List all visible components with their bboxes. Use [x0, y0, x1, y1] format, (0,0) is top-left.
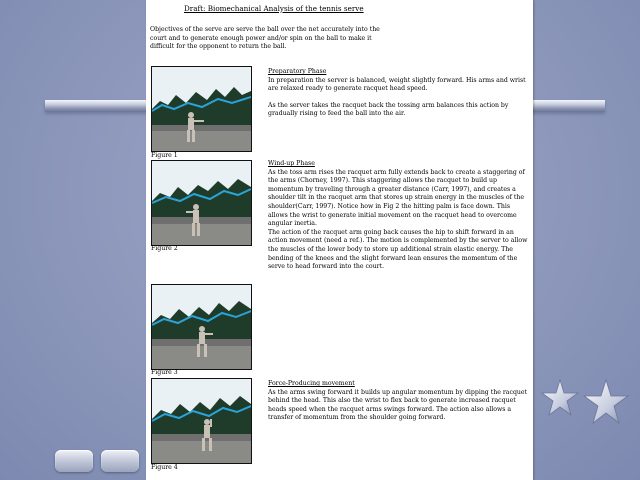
section-preparatory [268, 68, 530, 119]
figure-2-caption: Figure 2 [151, 245, 178, 252]
next-button[interactable] [101, 450, 139, 472]
figure-4-image [151, 378, 252, 464]
back-button[interactable] [55, 450, 93, 472]
document-page [146, 0, 533, 480]
section-windup [268, 160, 530, 272]
section-paragraph: As the server takes the racquet back the tossing arm balances this action by gradually rising to feed the ball into the air. [268, 101, 509, 118]
figure-1-caption: Figure 1 [151, 152, 178, 159]
section-force-producing [268, 380, 530, 423]
star-icon [582, 378, 630, 426]
star-icon [540, 378, 580, 418]
objective-text: Objectives of the serve are serve the ball over the net accurately into the court and to generate enough power and/or spin on the ball to make it difficult for the opponent to return the ball. [150, 26, 380, 51]
section-heading: Force-Producing movement [268, 380, 355, 387]
figure-2-image [151, 160, 252, 246]
figure-1-image [151, 66, 252, 152]
figure-3-image [151, 284, 252, 370]
document-title: Draft: Biomechanical Analysis of the tennis serve [184, 4, 364, 13]
section-paragraph: The action of the racquet arm going back causes the hip to shift forward in an action movement (need a ref.). The motion is complemented by the server to allow the muscles of the lower body to store up additional strain elastic energy. The bending of the knees and the slight forward lean ensures the momentum of the serve to head forward into the court. [268, 228, 528, 271]
section-paragraph: As the toss arm rises the racquet arm fully extends back to create a staggering of the arms (Chorney, 1997). This staggering allows the racquet to build up momentum by traveling through a greater distance (Carr, 1997), and creates a shoulder tilt in the racquet arm that stores up strain energy in the muscles of the shoulder(Carr, 1997). Notice how in Fig 2 the hitting palm is face down. This allows the wrist to generate initial movement on the racquet head to overcome angular inertia. [268, 168, 525, 228]
figure-3-caption: Figure 3 [151, 369, 178, 376]
section-heading: Preparatory Phase [268, 68, 327, 75]
figure-4-caption: Figure 4 [151, 464, 178, 471]
section-heading: Wind-up Phase [268, 160, 315, 167]
section-paragraph: In preparation the server is balanced, weight slightly forward. His arms and wrist are relaxed ready to generate racquet head speed. [268, 76, 526, 93]
section-paragraph: As the arms swing forward it builds up angular momentum by dipping the racquet behind the head. This also the wrist to flex back to generate increased racquet heads speed when the racquet arms swings forward. The action also allows a transfer of momentum from the shoulder going forward. [268, 388, 528, 422]
